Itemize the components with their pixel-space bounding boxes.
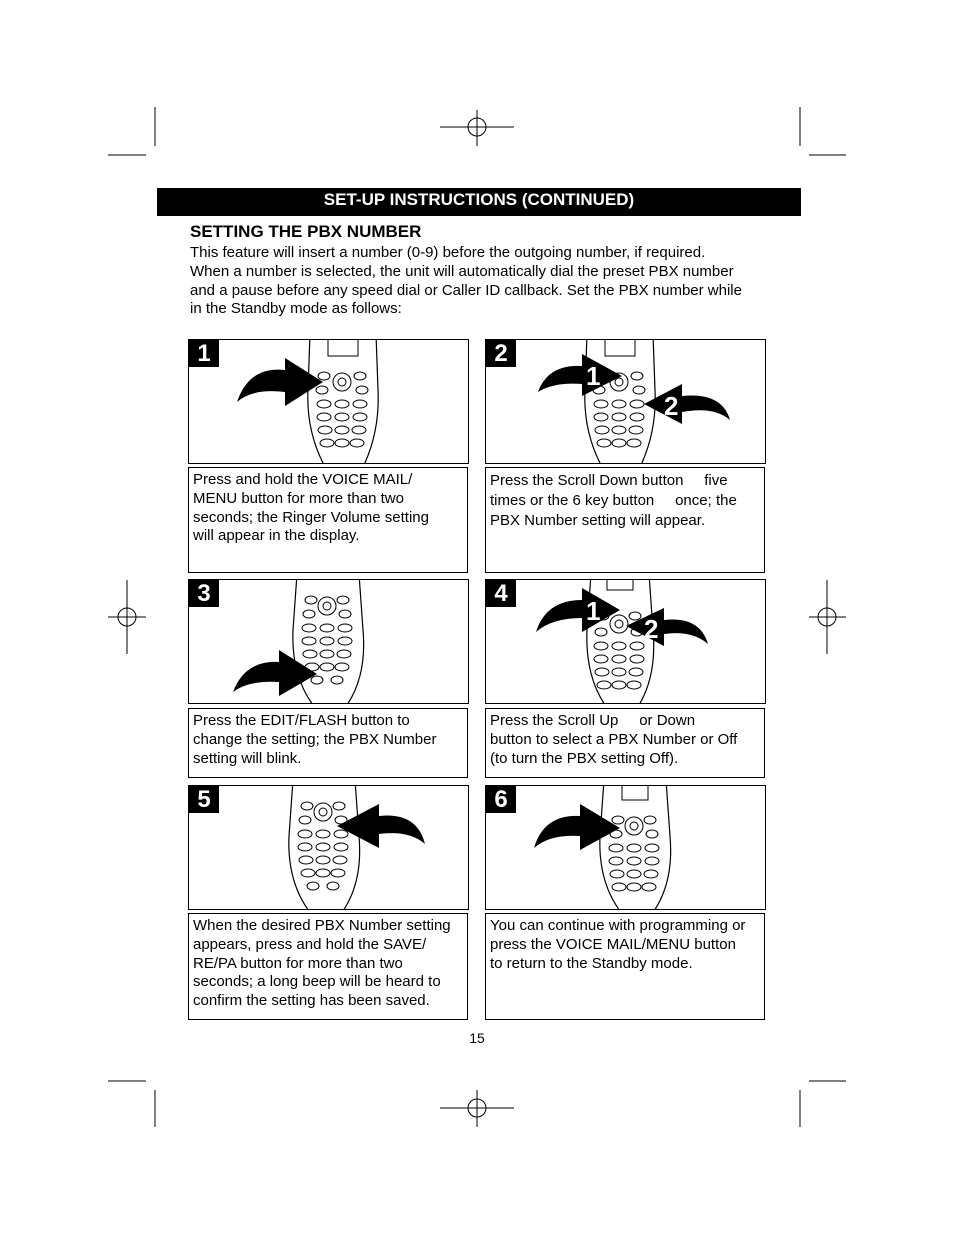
step-5-text [188,913,468,1020]
registration-mark-top [440,110,514,146]
step-text-line: press the VOICE MAIL/MENU button [490,935,736,953]
step-text-line: Press the EDIT/FLASH button to [193,712,410,729]
phone-handset-icon [600,786,671,909]
callout-number: 2 [644,614,659,644]
callout-number: 2 [664,391,679,421]
step-text-line: MENU button for more than two [193,489,404,507]
step-4-illustration [485,579,766,704]
step-3-text [188,708,468,778]
intro-line: When a number is selected, the unit will automatically dial the preset PBX number [190,262,734,280]
step-text-line: Press and hold the VOICE MAIL/ [193,471,413,488]
step-text-line: Press the Scroll Up or Down [490,712,696,729]
step-text-line: seconds; the Ringer Volume setting [193,508,429,526]
registration-mark-left [108,580,146,654]
step-text-line: confirm the setting has been saved. [193,992,430,1010]
step-6-illustration [485,785,766,910]
step-number-badge: 4 [486,580,516,607]
step-text-line: appears, press and hold the SAVE/ [193,935,427,953]
intro-line: This feature will insert a number (0-9) before the outgoing number, if required. [190,244,706,261]
step-1-text [188,467,468,573]
section-title: SETTING THE PBX NUMBER [190,222,422,241]
step-text-line: You can continue with programming or [490,917,746,934]
step-3-illustration [188,579,469,704]
header-title: SET-UP INSTRUCTIONS (CONTINUED) [323,190,635,209]
step-text-line: When the desired PBX Number setting [193,917,451,934]
step-number-badge: 3 [189,580,219,607]
step-2-text [485,467,765,573]
step-text-line: change the setting; the PBX Number [193,730,437,748]
registration-mark-right [809,580,846,654]
page-number: 15 [469,1030,485,1046]
step-text-line: will appear in the display. [193,527,360,545]
callout-number: 1 [586,596,601,626]
arrow-icon [644,384,730,424]
step-text-line: times or the 6 key button once; the [490,492,737,509]
intro-line: in the Standby mode as follows: [190,300,402,318]
step-5-illustration [188,785,469,910]
phone-handset-icon [585,340,655,463]
callout-number: 1 [586,361,601,391]
step-number-badge: 1 [189,340,219,367]
step-text-line: to return to the Standby mode. [490,954,693,972]
phone-handset-icon [293,580,364,703]
step-text-line: RE/PA button for more than two [193,954,403,972]
step-text-line: button to select a PBX Number or Off [490,730,738,748]
step-text-line: PBX Number setting will appear. [490,512,706,529]
intro-paragraph [190,244,780,319]
step-number-badge: 5 [189,786,219,813]
step-text-line: Press the Scroll Down button five [490,472,728,489]
step-text-line: seconds; a long beep will be heard to [193,973,441,991]
intro-line: and a pause before any speed dial or Caller ID callback. Set the PBX number while [190,281,742,299]
step-4-text [485,708,765,778]
step-text-line: (to turn the PBX setting Off). [490,749,679,767]
section-header-bar [157,188,801,216]
step-1-illustration [188,339,469,464]
phone-handset-icon [289,786,360,909]
step-6-text [485,913,765,1020]
step-2-illustration [485,339,766,464]
step-text-line: setting will blink. [193,749,302,767]
step-number-badge: 6 [486,786,516,813]
registration-mark-bottom [440,1090,514,1127]
step-number-badge: 2 [486,340,516,367]
phone-handset-icon [308,340,378,463]
